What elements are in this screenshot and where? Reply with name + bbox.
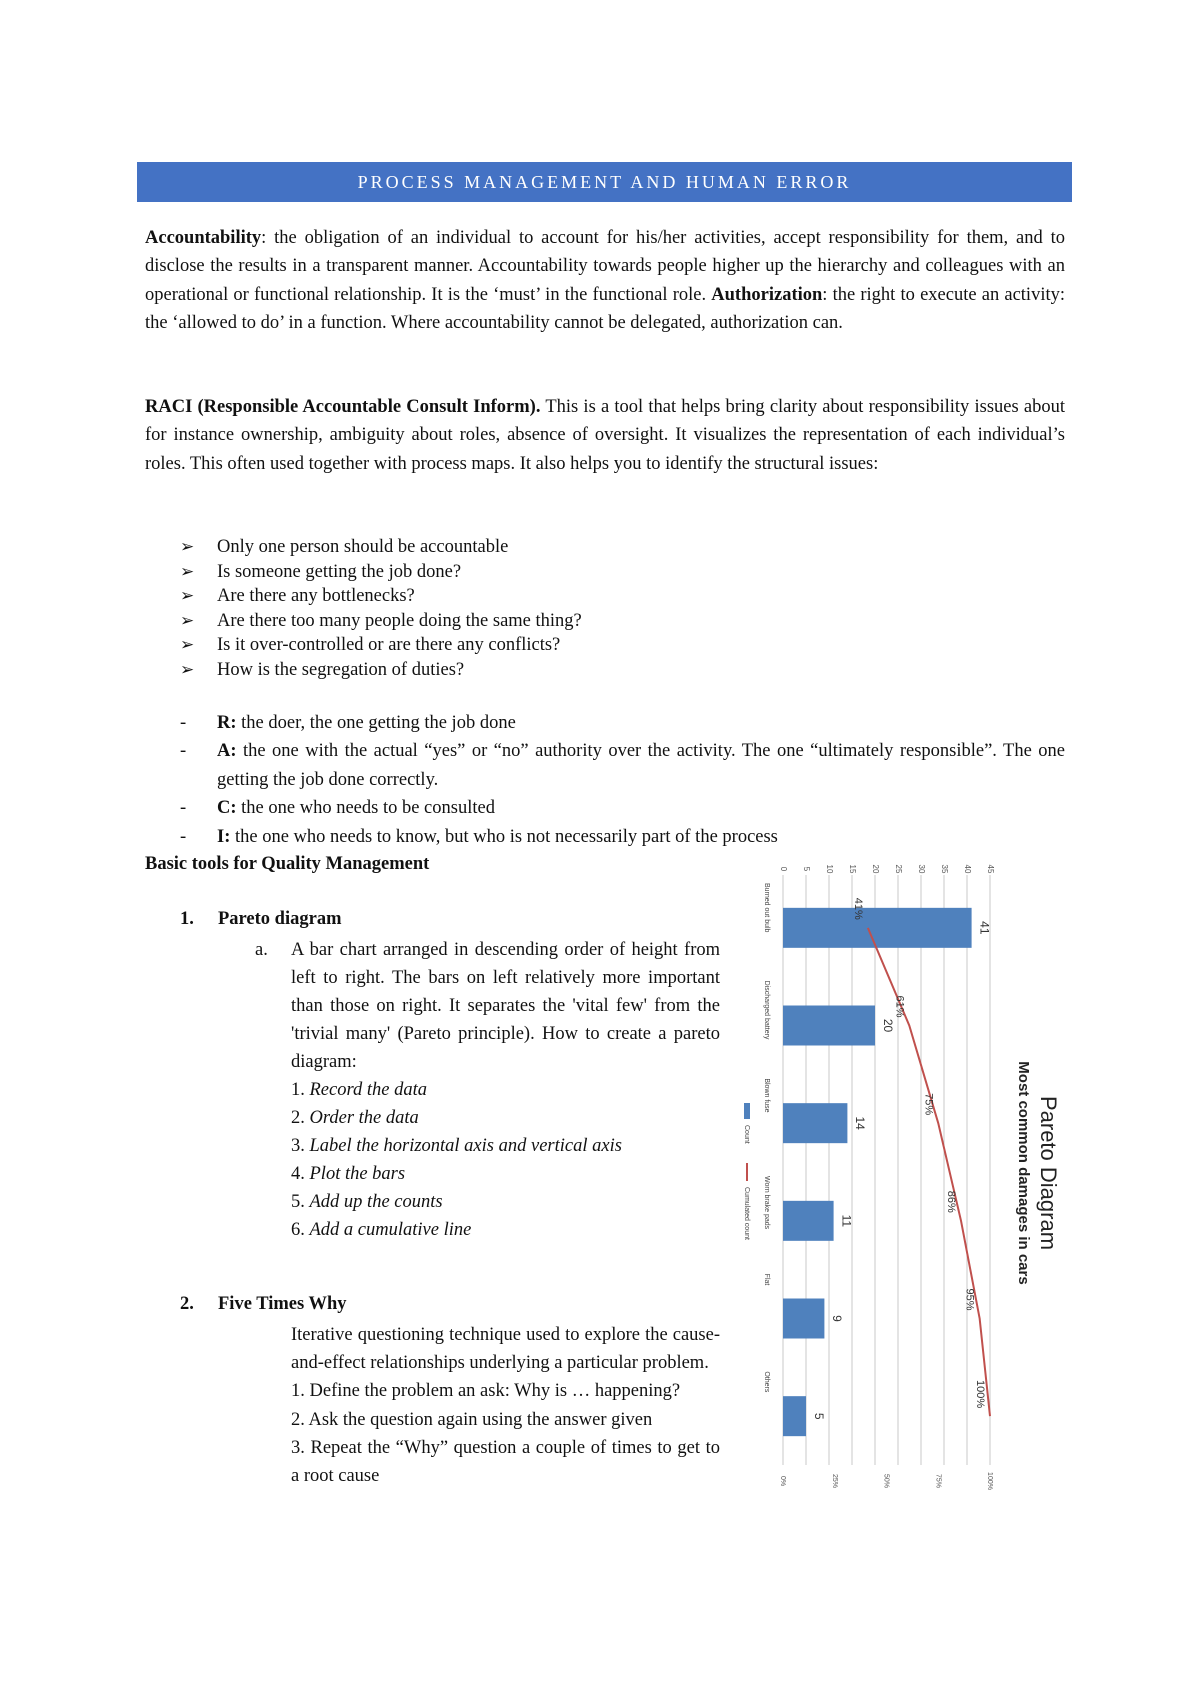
- list-item: 1. Define the problem an ask: Why is … happening?: [291, 1381, 681, 1402]
- authorization-term: Authorization: [711, 284, 823, 305]
- cumulative-line: [868, 928, 990, 1416]
- list-item: - R: the doer, the one getting the job done: [180, 709, 1065, 737]
- raci-questions-list: [180, 535, 980, 682]
- count-axis-tick-label: 0: [778, 866, 788, 872]
- percent-axis-tick-label: 0%: [779, 1475, 787, 1487]
- dash-bullet: -: [180, 826, 187, 847]
- arrow-bullet-icon: ➢: [180, 635, 195, 654]
- list-item: - C: the one who needs to be consulted: [180, 794, 1065, 822]
- percent-axis-tick-label: 25%: [830, 1473, 838, 1489]
- cumulative-percent-label: 100%: [974, 1380, 987, 1409]
- arrow-bullet-icon: ➢: [180, 537, 195, 556]
- bar: [783, 1103, 847, 1143]
- accountability-term: Accountability: [145, 228, 262, 248]
- pareto-heading: 1. Pareto diagram: [180, 909, 342, 929]
- accountability-paragraph: [145, 224, 1065, 338]
- bar-value-label: 5: [811, 1412, 826, 1420]
- list-item: 1. Record the data: [291, 1080, 427, 1100]
- quality-tools-heading: Basic tools for Quality Management: [145, 854, 430, 874]
- legend-count-swatch: [744, 1103, 750, 1119]
- bar-value-label: 14: [853, 1116, 868, 1130]
- legend-count-label: Count: [743, 1125, 751, 1144]
- bar-value-label: 9: [830, 1315, 845, 1322]
- five-why-intro: Iterative questioning technique used to explore the cause-and-effect relationships underlying a particular problem.: [291, 1325, 720, 1374]
- count-axis-tick-label: 35: [939, 864, 949, 874]
- legend-cumulative-label: Cumulated count: [743, 1187, 751, 1240]
- count-axis-tick-label: 40: [962, 864, 972, 874]
- count-axis-tick-label: 20: [870, 864, 880, 874]
- percent-axis-tick-label: 75%: [934, 1473, 942, 1489]
- list-item: ➢ Are there too many people doing the same thing?: [180, 609, 980, 634]
- count-axis-tick-label: 25: [893, 864, 903, 874]
- bar-value-label: 41: [977, 921, 992, 935]
- arrow-bullet-icon: ➢: [180, 586, 195, 605]
- percent-axis-tick-label: 100%: [986, 1472, 994, 1490]
- category-label: Discharged battery: [763, 980, 770, 1040]
- arrow-bullet-icon: ➢: [180, 659, 195, 679]
- list-item: ➢ Is it over-controlled or are there any conflicts?: [180, 633, 980, 658]
- chart-subtitle: Most common damages in cars: [1015, 1061, 1033, 1285]
- dash-bullet: -: [180, 713, 187, 733]
- cumulative-percent-label: 86%: [945, 1190, 958, 1213]
- list-item: ➢ Are there any bottlenecks?: [180, 584, 980, 609]
- sub-item-label: a.: [255, 940, 268, 960]
- arrow-bullet-icon: ➢: [180, 610, 195, 630]
- list-item: ➢ Only one person should be accountable: [180, 535, 980, 560]
- authorization-definition: : the right to execute an activity: the ‘allowed to do’ in a function. Where accountability cannot be delegated, authorization can.: [145, 284, 1065, 334]
- count-axis-tick-label: 15: [847, 864, 857, 874]
- list-item: ➢ Is someone getting the job done?: [180, 560, 980, 585]
- list-item: 4. Plot the bars: [291, 1164, 406, 1184]
- dash-bullet: -: [180, 741, 187, 762]
- count-axis-tick-label: 10: [824, 864, 834, 874]
- category-label: Others: [763, 1371, 770, 1393]
- list-item: 2. Ask the question again using the answer given: [291, 1409, 653, 1430]
- list-item: 6. Add a cumulative line: [291, 1220, 472, 1240]
- accountability-definition: : the obligation of an individual to account for his/her activities, accept responsibility for them, and to disclose the results in a transparent manner. Accountability towards people higher up the hierarchy and colleagues with an operational or functional relationship. It is the ‘must’ in the functional role.: [145, 228, 1065, 305]
- percent-axis-tick-label: 50%: [882, 1473, 890, 1489]
- pareto-chart: [735, 855, 1067, 1491]
- raci-description: This is a tool that helps bring clarity about responsibility issues about for instance ownership, ambiguity about roles, absence of oversight. It visualizes the representation of each individual’s roles. This often used together with process maps. It also helps you to identify the structural issues:: [145, 397, 1065, 474]
- cumulative-percent-label: 95%: [963, 1288, 976, 1311]
- section-header-title: PROCESS MANAGEMENT AND HUMAN ERROR: [357, 171, 852, 192]
- five-why-description: [291, 1321, 720, 1490]
- list-item: 3. Repeat the “Why” question a couple of times to get to a root cause: [291, 1437, 720, 1487]
- raci-paragraph: [145, 393, 1065, 478]
- list-item: 3. Label the horizontal axis and vertical axis: [291, 1136, 622, 1156]
- pareto-description: [255, 936, 720, 1244]
- category-label: Flat: [763, 1273, 770, 1286]
- chart-title: Pareto Diagram: [1036, 1095, 1062, 1251]
- bar: [783, 1299, 824, 1339]
- raci-term: RACI (Responsible Accountable Consult Inform).: [145, 397, 541, 417]
- dash-bullet: -: [180, 798, 187, 819]
- category-label: Blown fuse: [763, 1078, 770, 1113]
- list-item: - I: the one who needs to know, but who is not necessarily part of the process: [180, 823, 1065, 851]
- bar: [783, 1396, 806, 1436]
- pareto-definition: A bar chart arranged in descending order of height from left to right. The bars on left relatively more important than those on right. It separates the 'vital few' from the 'trivial many' (Pareto principle). How to create a pareto diagram:: [291, 940, 720, 1072]
- cumulative-percent-label: 75%: [922, 1093, 935, 1116]
- list-item: ➢ How is the segregation of duties?: [180, 658, 980, 683]
- count-axis-tick-label: 45: [985, 864, 995, 874]
- raci-roles-list: [180, 709, 1065, 851]
- bar-value-label: 11: [839, 1214, 854, 1228]
- bar-value-label: 20: [880, 1018, 895, 1033]
- five-why-heading: 2. Five Times Why: [180, 1294, 347, 1314]
- bar: [783, 1006, 875, 1046]
- category-label: Burned out bulb: [763, 883, 770, 933]
- cumulative-percent-label: 61%: [893, 995, 906, 1018]
- cumulative-percent-label: 41%: [851, 897, 864, 920]
- section-header-banner: [137, 162, 1072, 202]
- list-item: - A: the one with the actual “yes” or “no” authority over the activity. The one “ultimately responsible”. The one getting the job done correctly.: [180, 737, 1065, 794]
- count-axis-tick-label: 30: [916, 864, 926, 874]
- bar: [783, 908, 972, 948]
- list-item: 2. Order the data: [291, 1108, 419, 1128]
- pareto-steps: [255, 1076, 720, 1244]
- count-axis-tick-label: 5: [801, 866, 811, 872]
- bar: [783, 1201, 834, 1241]
- category-label: Worn brake pads: [763, 1176, 770, 1230]
- pareto-chart-svg: [735, 855, 1067, 1491]
- arrow-bullet-icon: ➢: [180, 561, 195, 581]
- list-item: 5. Add up the counts: [291, 1192, 443, 1212]
